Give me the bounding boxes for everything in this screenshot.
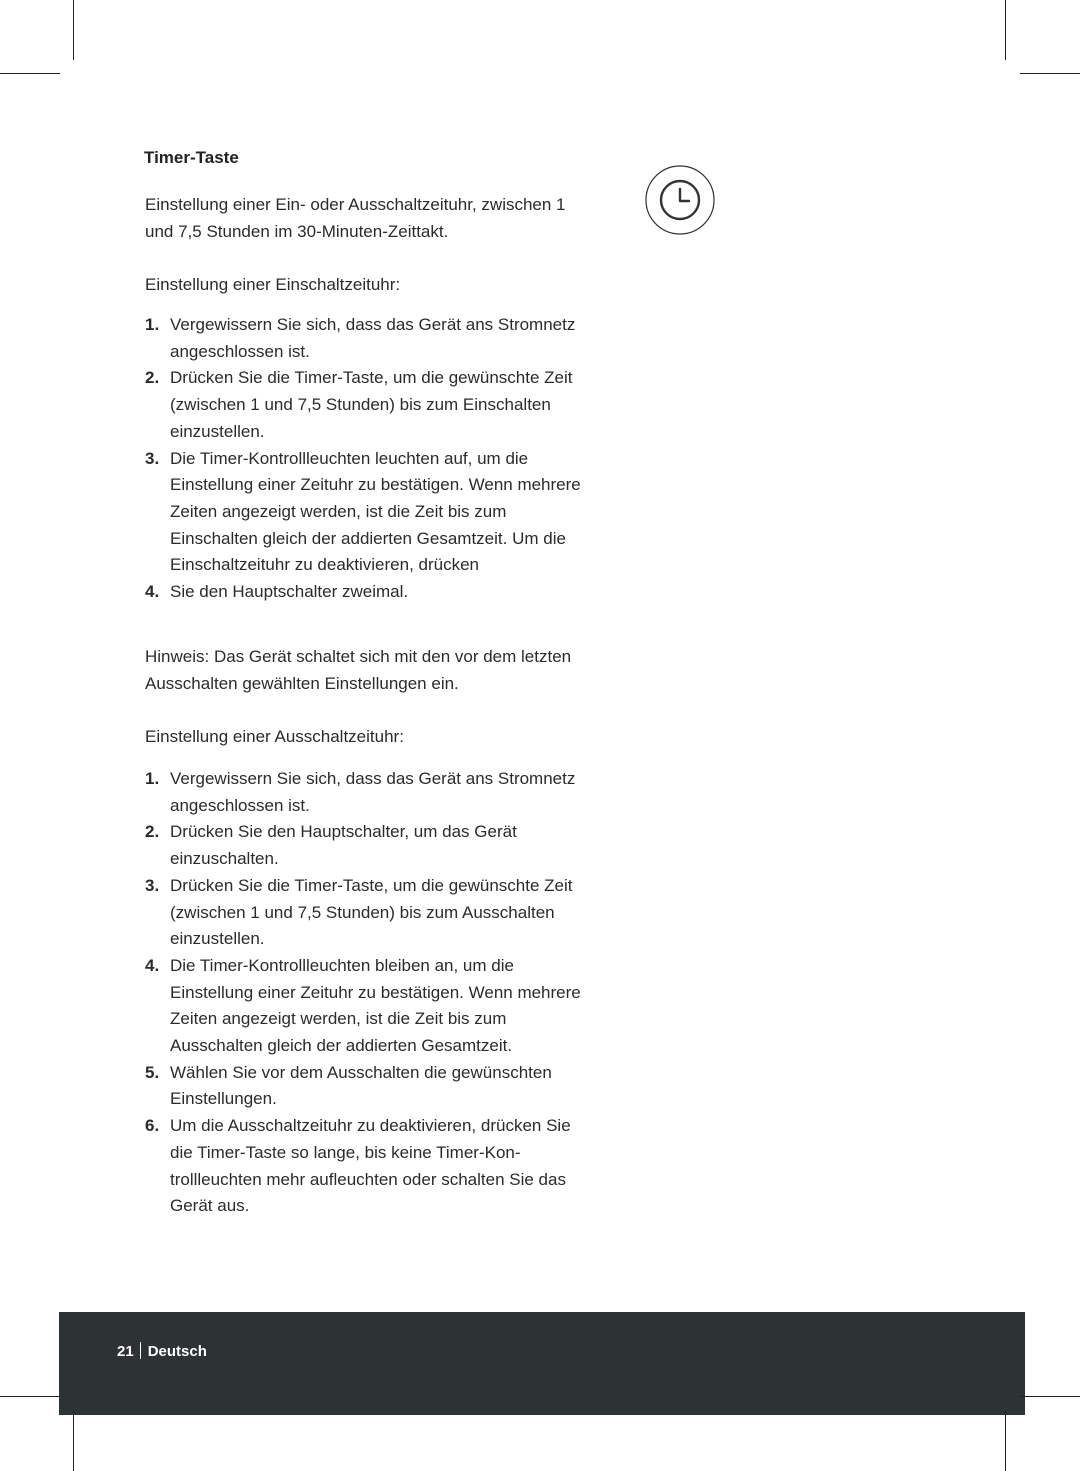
language-label: Deutsch: [147, 1343, 207, 1360]
step-text: Drücken Sie die Timer-Taste, um die gewünschte Zeit (zwischen 1 und 7,5 Stunden) bis zum Einschalten einzustellen.: [170, 368, 573, 441]
crop-mark: [0, 73, 60, 74]
step-text: Drücken Sie die Timer-Taste, um die gewünschte Zeit (zwischen 1 und 7,5 Stunden) bis zum Ausschalten einzustellen.: [170, 875, 573, 949]
crop-mark: [0, 1396, 60, 1397]
list-item: [145, 365, 595, 445]
step-text: Vergewissern Sie sich, dass das Gerät ans Stromnetz angeschlossen ist.: [170, 769, 576, 815]
step-number: 3.: [145, 448, 160, 468]
note-paragraph: Hinweis: Das Gerät schaltet sich mit den vor dem letzten Ausschalten gewählten Einstellungen ein.: [145, 647, 572, 693]
footer-label: [117, 1342, 207, 1360]
list-item: [145, 1060, 595, 1113]
list-item: [145, 312, 595, 365]
list-item: [145, 873, 595, 953]
list-item: [145, 953, 595, 1060]
step-number: 2.: [145, 822, 160, 842]
crop-mark: [73, 1411, 74, 1471]
list-item: [145, 446, 595, 580]
step-number: 5.: [145, 1062, 160, 1082]
footer-bar: [59, 1312, 1025, 1415]
step-number: 1.: [145, 769, 160, 788]
step-text: Die Timer-Kontrollleuchten leuchten auf, um die Einstellung einer Zeituhr zu bestätigen. Wenn mehrere Zeiten angezeigt werden, ist die Zeit bis zum Einschalten gleich der addierten Gesamtzeit. Um die Einschaltzeituhr zu deaktivieren, drücken: [170, 448, 581, 575]
list-item: [145, 819, 595, 872]
step-number: 1.: [145, 315, 160, 334]
crop-mark: [73, 0, 74, 60]
list-item: [145, 766, 595, 819]
step-number: 2.: [145, 368, 160, 388]
page-number: 21: [117, 1343, 134, 1360]
list-item: [145, 1113, 595, 1220]
step-number: 4.: [145, 955, 160, 975]
crop-mark: [1005, 0, 1006, 60]
divider: [140, 1342, 141, 1359]
step-number: 4.: [145, 582, 160, 602]
step-text: Sie den Hauptschalter zweimal.: [170, 582, 409, 602]
list-item: [145, 579, 595, 606]
step-text: Drücken Sie den Hauptschalter, um das Gerät einzuschalten.: [170, 822, 517, 869]
step-number: 6.: [145, 1116, 160, 1136]
step-text: Vergewissern Sie sich, dass das Gerät ans Stromnetz angeschlossen ist.: [170, 315, 576, 361]
on-timer-title: Einstellung einer Einschaltzeituhr:: [145, 275, 401, 294]
step-text: Die Timer-Kontrollleuchten bleiben an, um die Einstellung einer Zeituhr zu bestätigen. Wenn mehrere Zeiten angezeigt werden, ist die Zeit bis zum Ausschalten gleich der addierten Gesamtzeit.: [170, 955, 581, 1056]
step-text: Um die Ausschaltzeituhr zu deaktivieren, drücken Sie die Timer-Taste so lange, bis keine Timer-Kon- trollleuchten mehr aufleuchten oder schalten Sie das Gerät aus.: [170, 1116, 571, 1216]
step-number: 3.: [145, 875, 160, 895]
off-timer-title: Einstellung einer Ausschaltzeituhr:: [145, 727, 404, 746]
clock-icon: [645, 165, 715, 235]
section-heading: Timer-Taste: [144, 148, 239, 167]
crop-mark: [1005, 1411, 1006, 1471]
crop-mark: [1020, 1396, 1080, 1397]
crop-mark: [1020, 73, 1080, 74]
step-text: Wählen Sie vor dem Ausschalten die gewünschten Einstellungen.: [170, 1062, 552, 1109]
off-timer-steps: [145, 766, 595, 1220]
on-timer-steps: [145, 312, 595, 606]
intro-paragraph: Einstellung einer Ein- oder Ausschaltzeituhr, zwischen 1 und 7,5 Stunden im 30-Minuten-Zeittakt.: [145, 195, 566, 241]
